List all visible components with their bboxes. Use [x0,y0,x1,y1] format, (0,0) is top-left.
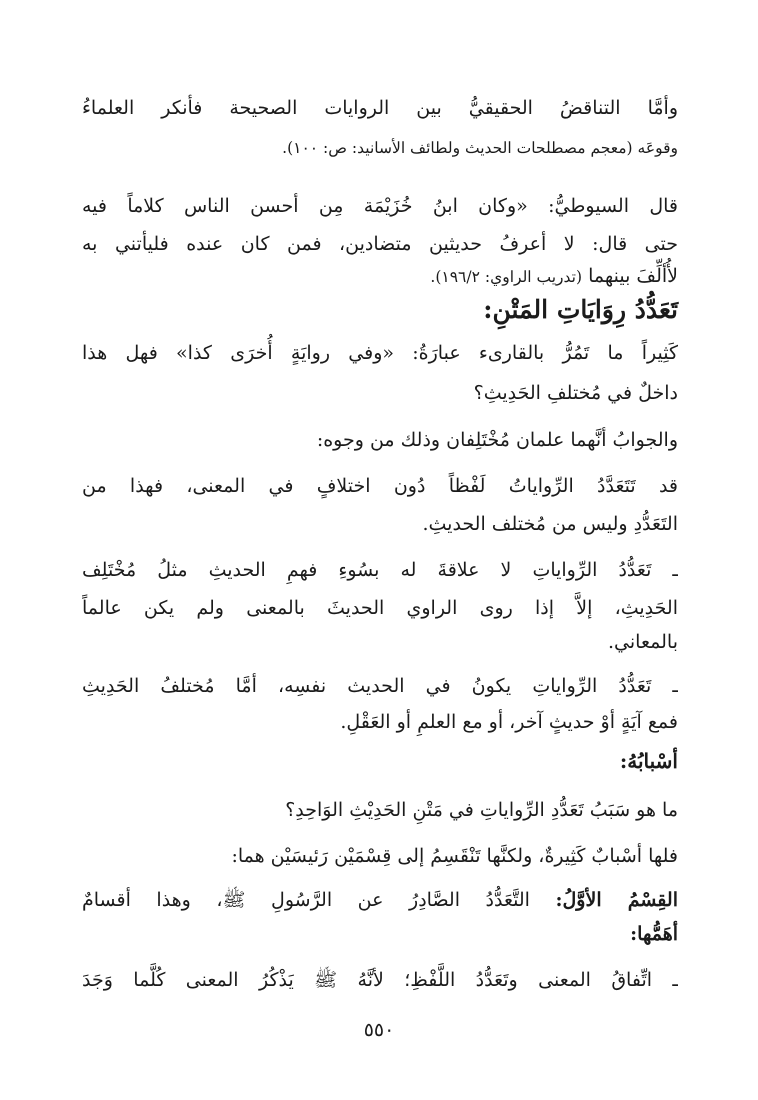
part-one-line-2: أهَمُّها: [630,923,678,945]
point-1-line-1: قد تَتَعَدَّدُ الرِّواياتُ لَفْظاً دُون اختلافٍ في المعنى، فهذا من [82,475,678,497]
causes-title: أسْبابُهُ: [619,749,678,773]
point-3-line-1: ـ تَعَدُّدُ الرِّواياتِ يكونُ في الحديث نفسِه، أمَّا مُختلفُ الحَدِيثِ [82,675,678,697]
question-line-1: كَثِيراً ما تَمُرُّ بالقارىء عبارَةُ: «وفي روايَةٍ أُخرَى كذا» فهل هذا [82,342,678,364]
section-title: تَعَدُّدُ رِوَايَاتِ المَتْنِ: [483,295,678,324]
part-one-text: التَّعَدُّدُ الصَّادِرُ عن الرَّسُولِ ﷺ، وهذا أقسامٌ [82,889,530,911]
suyuti-reference: (تدريب الراوي: ١٩٦/٢). [430,268,583,286]
point-2-line-1: ـ تَعَدُّدُ الرِّواياتِ لا علاقةَ له بسُوءِ فهمِ الحديثِ مثلُ مُخْتَلِف [82,559,678,581]
point-2-line-2: الحَدِيثِ، إلاَّ إذا روى الراوي الحديثَ بالمعنى ولم يكن عالماً [82,597,678,619]
part-one-label: القِسْمُ الأوَّلُ: [555,889,678,911]
question-line-2: داخلٌ في مُختلفِ الحَدِيثِ؟ [473,382,678,404]
point-1-line-2: التَعَدُّدِ وليس من مُختلف الحديثِ. [422,513,678,535]
point-3-line-2: فمع آيَةٍ أوْ حديثٍ آخر، أو مع العلمِ أو العَقْلِ. [340,711,678,733]
suyuti-line-3-text: لأُألِّفَ بينهما [588,265,678,287]
suyuti-line-1: قال السيوطيُّ: «وكان ابنُ خُزَيْمَة مِن أحسن الناس كلاماً فيه [82,195,678,217]
causes-answer: فلها أسْبابٌ كَثِيرةٌ، ولكنَّها تَنْقَسِمُ إلى قِسْمَيْن رَئيسَيْن هما: [231,845,678,867]
answer-line: والجوابُ أنَّهما علمان مُخْتَلِفان وذلك من وجوه: [316,429,678,451]
suyuti-line-2: حتى قال: لا أعرفُ حديثين متضادين، فمن كان عنده فليأتني به [82,233,678,255]
page-number: ٥٥٠ [363,1019,395,1041]
causes-question: ما هو سَبَبُ تَعَدُّدِ الرِّواياتِ في مَتْنِ الحَدِيْثِ الوَاحِدِ؟ [285,799,678,821]
intro-line-2: وقوعَه (معجم مصطلحات الحديث ولطائف الأسانيد: ص: ١٠٠). [282,139,678,157]
intro-line-1: وأمَّا التناقضُ الحقيقيُّ بين الروايات الصحيحة فأنكر العلماءُ [82,97,678,119]
point-2-line-3: بالمعاني. [608,631,678,653]
last-line: ـ اتِّفاقُ المعنى وتَعَدُّدُ اللَّفْظِ؛ لأنَّهُ ﷺ يَذْكُرُ المعنى كُلَّما وَجَدَ [82,969,678,991]
